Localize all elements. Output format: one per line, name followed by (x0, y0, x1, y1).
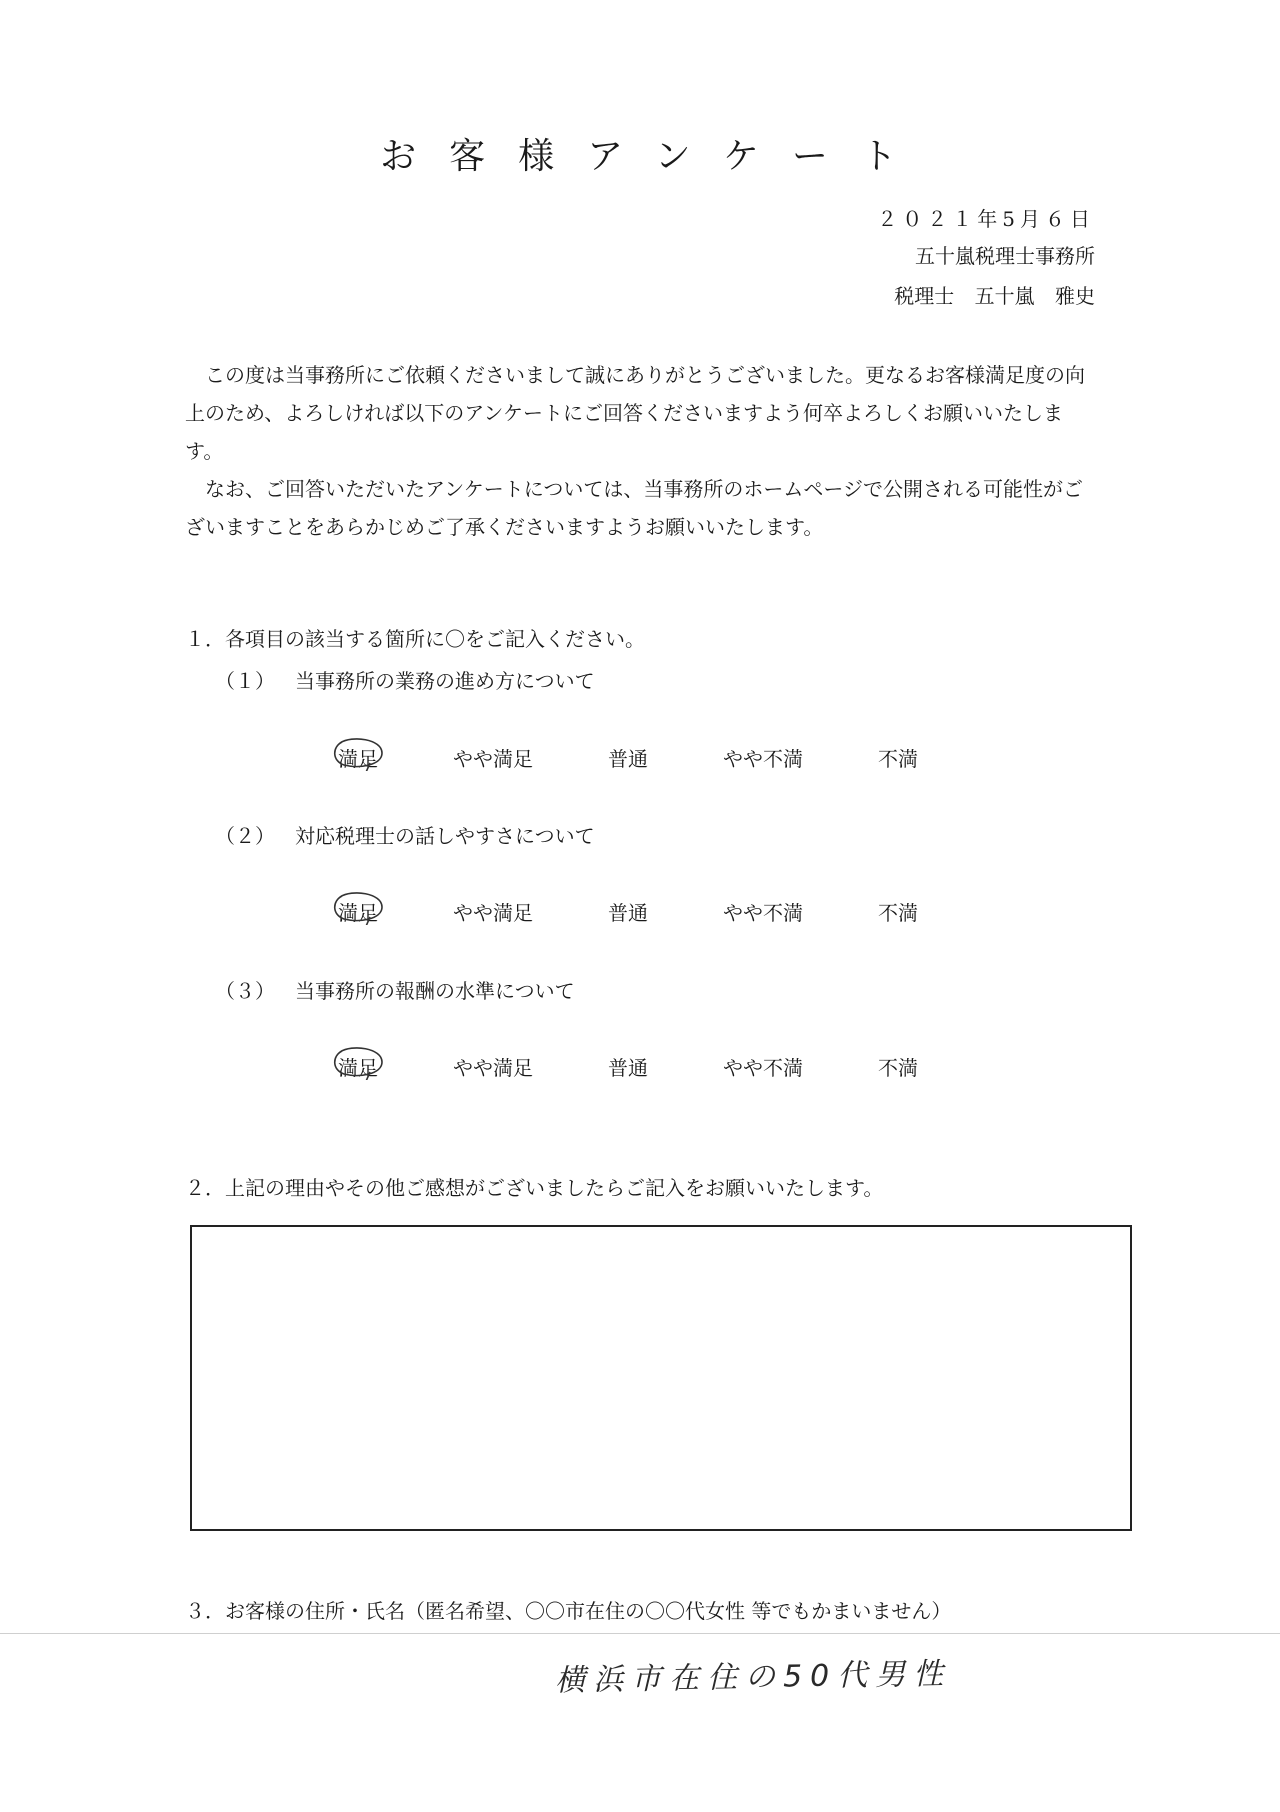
office-name: 五十嵐税理士事務所 (915, 244, 1095, 268)
section-3-heading: ３．お客様の住所・氏名（匿名希望、〇〇市在住の〇〇代女性 等でもかまいません） (185, 1599, 952, 1623)
q1-option-satisfied[interactable]: 満足 (338, 743, 378, 772)
intro-paragraph-2: なお、ご回答いただいたアンケートについては、当事務所のホームページで公開される可能性がございますことをあらかじめご了承くださいますようお願いいたします。 (185, 477, 1083, 539)
tax-accountant-name: 税理士 五十嵐 雅史 (894, 284, 1095, 308)
survey-title: お客様アンケート (380, 136, 930, 177)
address-name-answer[interactable]: 横浜市在住の50代男性 (554, 1656, 952, 1699)
q2-option-dissatisfied[interactable]: 不満 (878, 901, 918, 925)
scan-fold-line (0, 1633, 1280, 1634)
q3-option-somewhat-satisfied[interactable]: やや満足 (453, 1056, 533, 1080)
q3-option-somewhat-dissatisfied[interactable]: やや不満 (723, 1056, 803, 1080)
question-1 (215, 665, 595, 694)
q3-option-dissatisfied[interactable]: 不満 (878, 1056, 918, 1080)
question-2-text: 対応税理士の話しやすさについて (295, 824, 595, 848)
q2-option-satisfied[interactable]: 満足 (338, 897, 378, 926)
question-2 (215, 820, 595, 849)
section-2-heading: ２．上記の理由やその他ご感想がございましたらご記入をお願いいたします。 (185, 1176, 884, 1200)
question-1-text: 当事務所の業務の進め方について (295, 669, 595, 693)
q2-option-neutral[interactable]: 普通 (608, 901, 648, 925)
document-date: ２０２１年5月６日 (877, 207, 1095, 231)
comment-box[interactable] (190, 1225, 1132, 1531)
q1-option-somewhat-dissatisfied[interactable]: やや不満 (723, 747, 803, 771)
intro-paragraph-1: この度は当事務所にご依頼くださいまして誠にありがとうございました。更なるお客様満足度の向上のため、よろしければ以下のアンケートにご回答くださいますよう何卒よろしくお願いいたします。 (185, 363, 1085, 463)
q2-option-somewhat-dissatisfied[interactable]: やや不満 (723, 901, 803, 925)
question-3-text: 当事務所の報酬の水準について (295, 979, 575, 1003)
q1-option-dissatisfied[interactable]: 不満 (878, 747, 918, 771)
question-2-number: （２） (215, 824, 275, 848)
q2-option-somewhat-satisfied[interactable]: やや満足 (453, 901, 533, 925)
question-1-number: （１） (215, 669, 275, 693)
question-3 (215, 975, 575, 1004)
q3-option-neutral[interactable]: 普通 (608, 1056, 648, 1080)
q3-option-satisfied[interactable]: 満足 (338, 1052, 378, 1081)
section-1-heading: １．各項目の該当する箇所に〇をご記入ください。 (185, 627, 645, 651)
q1-option-neutral[interactable]: 普通 (608, 747, 648, 771)
question-3-number: （３） (215, 979, 275, 1003)
q1-option-somewhat-satisfied[interactable]: やや満足 (453, 747, 533, 771)
intro-text (185, 356, 1085, 546)
